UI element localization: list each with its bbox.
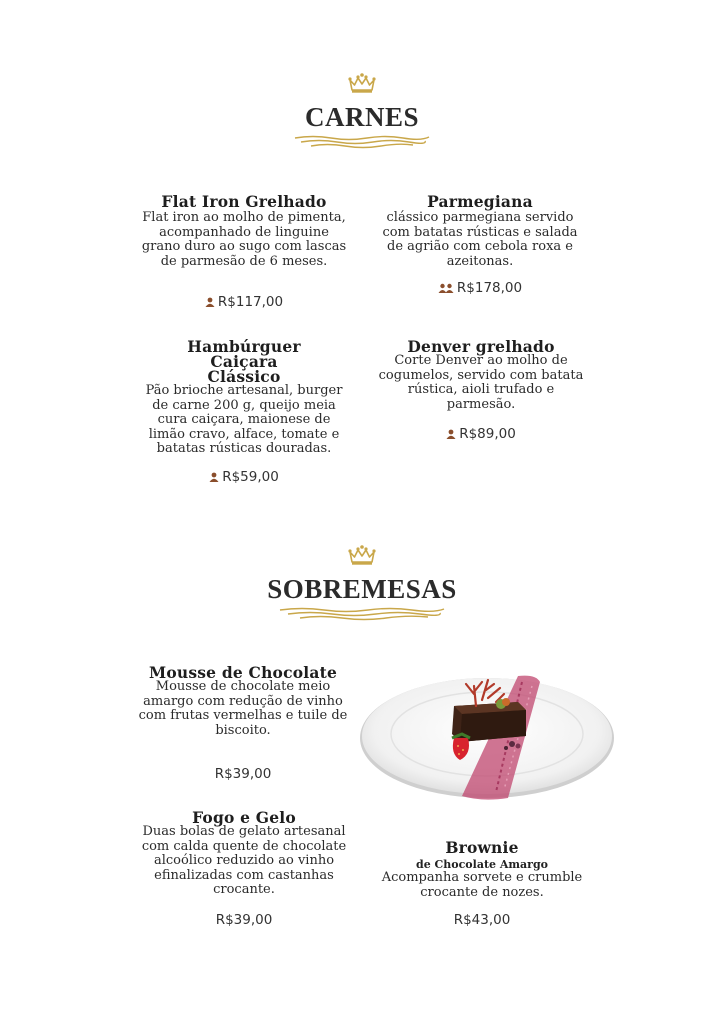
menu-item-denver bbox=[376, 339, 586, 412]
section-title-carnes: CARNES bbox=[304, 102, 420, 132]
price-text: R$89,00 bbox=[459, 426, 516, 442]
price-mousse bbox=[138, 766, 348, 782]
wave-ornament-icon bbox=[278, 606, 446, 622]
item-name: Flat Iron Grelhado bbox=[161, 192, 327, 211]
item-name: Parmegiana bbox=[427, 192, 533, 211]
carnes-header bbox=[0, 72, 724, 150]
section-title-sobremesas: SOBREMESAS bbox=[267, 574, 457, 604]
item-name: Hambúrguer Caiçara Clássico bbox=[187, 337, 301, 386]
crown-icon bbox=[347, 544, 377, 566]
price-flat-iron bbox=[140, 294, 348, 310]
price-text: R$178,00 bbox=[456, 280, 523, 296]
menu-item-flat-iron bbox=[140, 194, 348, 269]
item-description: Acompanha sorvete e crumble crocante de nozes. bbox=[381, 870, 583, 900]
item-description: Flat iron ao molho de pimenta, acompanhado de linguine grano duro ao sugo com lascas de parmesão de 6 meses. bbox=[141, 210, 347, 269]
price-text: R$39,00 bbox=[215, 912, 273, 928]
two-persons-icon bbox=[438, 283, 454, 293]
crown-icon bbox=[347, 72, 377, 94]
price-denver bbox=[376, 426, 586, 442]
price-text: R$43,00 bbox=[453, 912, 511, 928]
item-name: Denver grelhado bbox=[407, 337, 555, 356]
person-icon bbox=[209, 472, 219, 482]
menu-item-parmegiana bbox=[376, 194, 584, 269]
menu-item-mousse bbox=[138, 665, 348, 738]
item-description: Corte Denver ao molho de cogumelos, servido com batata rústica, aioli trufado e parmesão. bbox=[378, 353, 584, 412]
item-description: Duas bolas de gelato artesanal com calda quente de chocolate alcoólico reduzido ao vinho efinalizadas com castanhas crocante. bbox=[141, 824, 347, 897]
person-icon bbox=[205, 297, 215, 307]
item-description: clássico parmegiana servido com batatas rústicas e salada de agrião com cebola roxa e azeitonas. bbox=[382, 210, 578, 269]
item-name: Brownie bbox=[445, 838, 519, 857]
item-name: Mousse de Chocolate bbox=[148, 663, 338, 682]
item-name: Fogo e Gelo bbox=[192, 808, 296, 827]
item-subtitle: de Chocolate Amargo bbox=[416, 858, 548, 871]
price-text: R$117,00 bbox=[217, 294, 284, 310]
person-icon bbox=[446, 429, 456, 439]
price-parmegiana bbox=[376, 280, 584, 296]
wave-ornament-icon bbox=[293, 134, 431, 150]
item-description: Pão brioche artesanal, burger de carne 200 g, queijo meia cura caiçara, maionese de limão cravo, alface, tomate e batatas rústicas douradas. bbox=[145, 383, 343, 456]
sobremesas-header bbox=[0, 544, 724, 622]
menu-item-hamburguer bbox=[140, 339, 348, 457]
price-brownie bbox=[372, 912, 592, 928]
menu-item-fogo-gelo bbox=[138, 810, 350, 898]
item-description: Mousse de chocolate meio amargo com redução de vinho com frutas vermelhas e tuile de biscoito. bbox=[138, 679, 348, 738]
price-text: R$59,00 bbox=[222, 469, 279, 485]
price-fogo-gelo bbox=[138, 912, 350, 928]
dessert-photo bbox=[358, 672, 616, 800]
menu-item-brownie bbox=[372, 840, 592, 900]
price-hamburguer bbox=[140, 469, 348, 485]
price-text: R$39,00 bbox=[214, 766, 272, 782]
